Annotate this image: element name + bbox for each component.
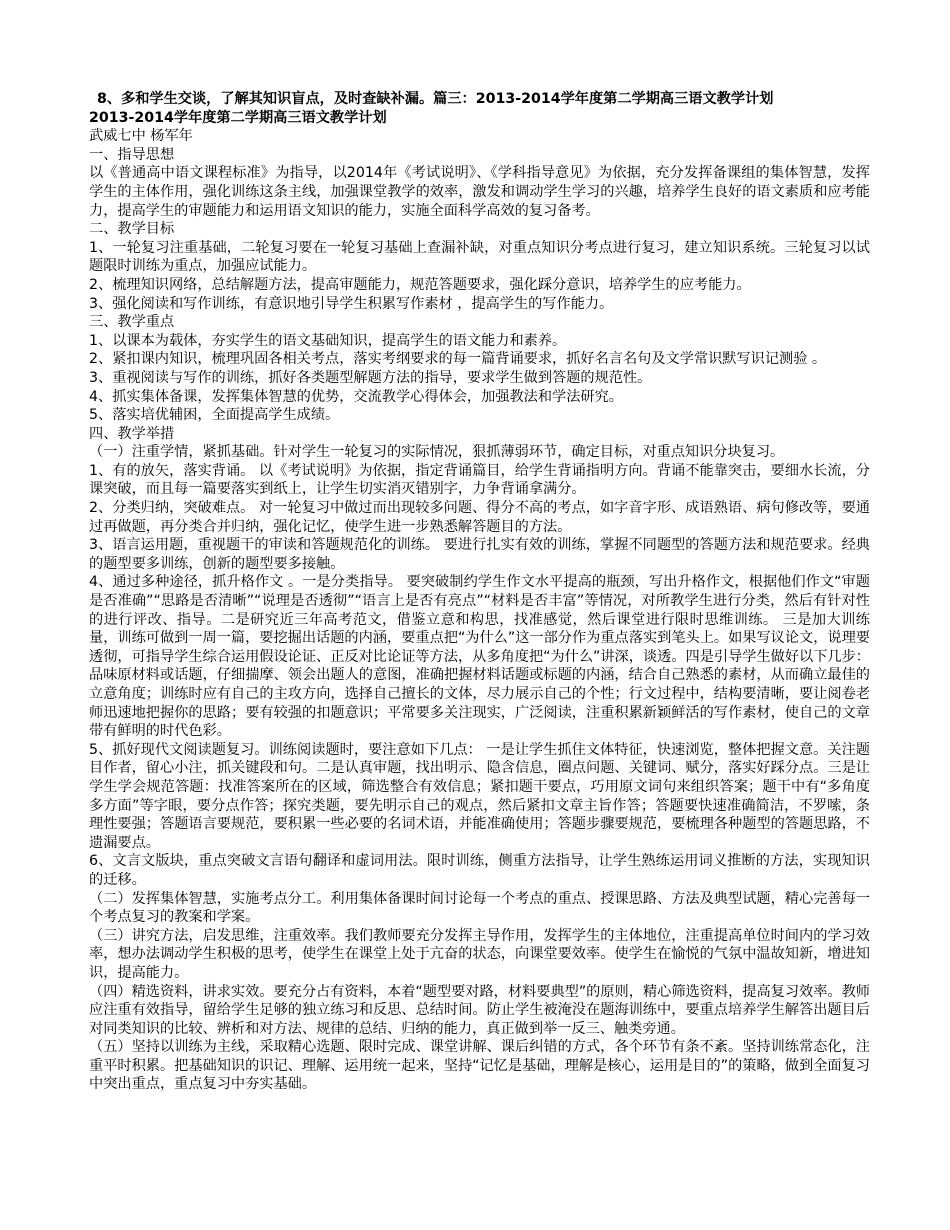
paragraph: 3、重视阅读与写作的训练，抓好各类题型解题方法的指导，要求学生做到答题的规范性。 bbox=[89, 369, 652, 386]
paragraph: 2、梳理知识网络，总结解题方法，提高审题能力，规范答题要求，强化踩分意识，培养学生的应考能力。 bbox=[89, 276, 751, 293]
author-line: 武威七中 杨军年 bbox=[89, 128, 193, 145]
paragraph: 1、一轮复习注重基础，二轮复习要在一轮复习基础上查漏补缺，对重点知识分考点进行复习，建立知识系统。三轮复习以试题限时训练为重点，加强应试能力。 bbox=[89, 239, 870, 275]
paragraph: （二）发挥集体智慧，实施考点分工。利用集体备课时间讨论每一个考点的重点、授课思路、方法及典型试题，精心完善每一个考点复习的教案和学案。 bbox=[89, 890, 870, 926]
paragraph: 1、以课本为载体，夯实学生的语文基础知识，提高学生的语文能力和素养。 bbox=[89, 332, 567, 349]
paragraph: 以《普通高中语文课程标准》为指导，以2014年《考试说明》、《学科指导意见》为依据，充分发挥备课组的集体智慧，发挥学生的主体作用，强化训练这条主线，加强课堂教学的效率，激发和调动学生学习的兴趣，培养学生良好的语文素质和应考能力，提高学生的审题能力和运用语文知识的能力，实施全面科学高效的复习备考。 bbox=[89, 165, 870, 219]
paragraph: 5、抓好现代文阅读题复习。训练阅读题时，要注意如下几点： 一是让学生抓住文体特征，快速浏览，整体把握文意。关注题目作者，留心小注，抓关键段和句。二是认真审题，找出明示、隐含信息，圈点问题、关键词、赋分，落实好踩分点。三是让学生学会规范答题：找准答案所在的区域，筛选整合有效信息；紧扣题干要点，巧用原文词句来组织答案；题干中有“多角度多方面”等字眼，要分点作答；探究类题，要先明示自己的观点，然后紧扣文章主旨作答；答题要快速准确简洁，不罗嗦，条理性要强；答题语言要规范，要积累一些必要的名词术语，并能准确使用；答题步骤要规范，要梳理各种题型的答题思路，不遗漏要点。 bbox=[89, 741, 870, 851]
paragraph: （四）精选资料，讲求实效。要充分占有资料，本着“题型要对路，材料要典型”的原则，精心筛选资料，提高复习效率。教师应注重有效指导，留给学生足够的独立练习和反思、总结时间。防止学生被淹没在题海训练中，要重点培养学生解答出题目后对同类知识的比较、辨析和对方法、规律的总结、归纳的能力，真正做到举一反三、触类旁通。 bbox=[89, 983, 870, 1037]
paragraph: 4、抓实集体备课，发挥集体智慧的优势，交流教学心得体会，加强教法和学法研究。 bbox=[89, 388, 623, 405]
paragraph: 5、落实培优辅困，全面提高学生成绩。 bbox=[89, 407, 340, 424]
paragraph: 6、文言文版块，重点突破文言语句翻译和虚词用法。限时训练，侧重方法指导，让学生熟练运用词义推断的方法，实现知识的迁移。 bbox=[89, 853, 870, 888]
paragraph: 4、通过多种途径，抓升格作文 。一是分类指导。 要突破制约学生作文水平提高的瓶颈，写出升格作文，根据他们作文“审题是否准确”“思路是否清晰”“说理是否透彻”“语言上是否有亮点”“材料是否丰富”等情况，对所教学生进行分类，然后有针对性的进行评改、指导。二是研究近三年高考范文，借鉴立意和构思，找准感觉，然后课堂进行限时思维训练。 三是加大训练量，训练可做到一周一篇，要挖掘出话题的内涵，要重点把“为什么”这一部分作为重点落实到笔头上。如果写议论文，说理要透彻，可指导学生综合运用假设论证、正反对比论证等方法，从多角度把“为什么”讲深，谈透。四是引导学生做好以下几步：品味原材料或话题，仔细揣摩、领会出题人的意图，准确把握材料话题或标题的内涵，结合自己熟悉的素材，从而确立最佳的立意角度；训练时应有自己的主攻方向，选择自己擅长的文体，尽力展示自己的个性；行文过程中，结构要清晰，要让阅卷老师迅速地把握你的思路；要有较强的扣题意识；平常要多关注现实，广泛阅读，注重积累新颖鲜活的写作素材，使自己的文章带有鲜明的时代色彩。 bbox=[89, 574, 870, 740]
paragraph: 2、紧扣课内知识，梳理巩固各相关考点，落实考纲要求的每一篇背诵要求，抓好名言名句及文学常识默写识记测验 。 bbox=[89, 351, 827, 368]
paragraph: 2、分类归纳，突破难点。 对一轮复习中做过而出现较多问题、得分不高的考点，如字音字形、成语熟语、病句修改等，要通过再做题，再分类合并归纳，强化记忆，使学生进一步熟悉解答题目的方法。 bbox=[89, 500, 870, 535]
paragraph: （一）注重学情，紧抓基础。针对学生一轮复习的实际情况，狠抓薄弱环节，确定目标，对重点知识分块复习。 bbox=[89, 444, 785, 461]
section-heading-teaching-measures: 四、教学举措 bbox=[89, 425, 175, 442]
document-title: 2013-2014学年度第二学期高三语文教学计划 bbox=[89, 109, 387, 126]
section-heading-teaching-goals: 二、教学目标 bbox=[89, 221, 175, 238]
paragraph: （五）坚持以训练为主线，采取精心选题、限时完成、课堂讲解、课后纠错的方式，各个环节有条不紊。坚持训练常态化，注重平时积累。把基础知识的识记、理解、运用统一起来，坚持“记忆是基础，理解是核心，运用是目的”的策略，做到全面复习中突出重点，重点复习中夯实基础。 bbox=[89, 1039, 870, 1093]
section-heading-guiding-thought: 一、指导思想 bbox=[89, 146, 175, 163]
paragraph: 3、强化阅读和写作训练，有意识地引导学生积累写作素材 ，提高学生的写作能力。 bbox=[89, 295, 614, 312]
section-heading-teaching-focus: 三、教学重点 bbox=[89, 314, 175, 331]
document-body bbox=[89, 146, 870, 1094]
paragraph: （三）讲究方法，启发思维，注重效率。我们教师要充分发挥主导作用，发挥学生的主体地位，注重提高单位时间内的学习效率，想办法调动学生积极的思考，使学生在课堂上处于亢奋的状态，向课堂要效率。使学生在愉悦的气氛中温故知新，增进知识，提高能力。 bbox=[89, 927, 870, 981]
intro-line: 8、多和学生交谈，了解其知识盲点，及时查缺补漏。篇三：2013-2014学年度第二学期高三语文教学计划 bbox=[97, 91, 774, 107]
paragraph: 3、语言运用题，重视题干的审读和答题规范化的训练。 要进行扎实有效的训练，掌握不同题型的答题方法和规范要求。经典的题型要多训练，创新的题型要多接触。 bbox=[89, 537, 870, 572]
paragraph: 1、有的放矢，落实背诵。 以《考试说明》为依据，指定背诵篇目，给学生背诵指明方向。背诵不能靠突击，要细水长流，分课突破，而且每一篇要落实到纸上，让学生切实消灭错别字，力争背诵拿满分。 bbox=[89, 462, 870, 498]
